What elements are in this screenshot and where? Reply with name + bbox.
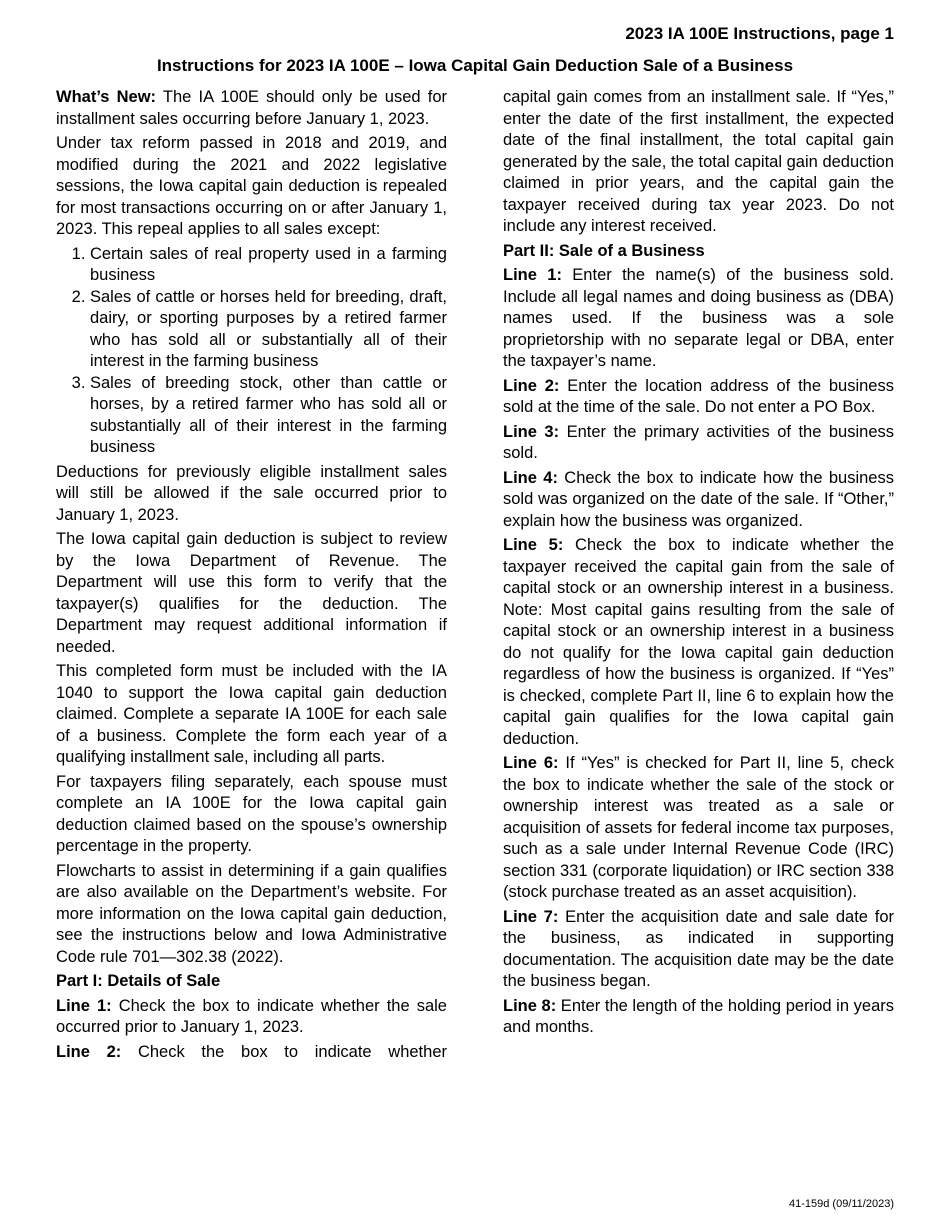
part2-line1 (503, 265, 894, 373)
part2-line8 (503, 996, 894, 1039)
tax-reform-paragraph: Under tax reform passed in 2018 and 2019, and modified during the 2021 and 2022 legislative sessions, the Iowa capital gain deduction is repealed for most transactions occurring on or after January 1, 2023. This repeal applies to all sales except: (56, 134, 447, 238)
part1-heading: Part I: Details of Sale (56, 972, 221, 990)
line-label: Line 2: (503, 376, 560, 395)
line-label: Line 3: (503, 422, 560, 441)
left-column (56, 87, 447, 1066)
review-paragraph: The Iowa capital gain deduction is subject to review by the Iowa Department of Revenue. The Department will use this form to verify that the taxpayer(s) qualifies for the deduction. The Department may request additional information if needed. (56, 530, 447, 656)
line-label: Line 4: (503, 468, 558, 487)
part2-line2 (503, 376, 894, 419)
list-item: 2. Sales of cattle or horses held for breeding, draft, dairy, or sporting purposes by a retired farmer who has sold all or substantially all of their interest in the farming business (90, 287, 447, 373)
line-text: Check the box to indicate whether the sale occurred prior to January 1, 2023. (56, 996, 447, 1036)
filing-separately-paragraph: For taxpayers filing separately, each spouse must complete an IA 100E for the Iowa capital gain deduction claimed based on the spouse’s ownership percentage in the property. (56, 772, 447, 855)
line-label: Line 6: (503, 754, 559, 772)
part1-line2 (56, 1042, 447, 1064)
part2-line3 (503, 422, 894, 465)
part2-heading: Part II: Sale of a Business (503, 241, 705, 260)
line-label: Line 1: (56, 996, 112, 1015)
line-text: Enter the length of the holding period in years and months. (503, 996, 894, 1036)
part2-line6 (503, 753, 894, 904)
line-label: Line 7: (503, 907, 559, 926)
line-text: If “Yes” is checked for Part II, line 5, check the box to indicate whether the sale of the stock or ownership interest was treated as a sale or acquisition of assets for federal income tax purposes, such as a sale under Internal Revenue Code (IRC) section 331 (corporate liquidation) or IRC section 338 (stock purchase treated as an asset acquisition). (503, 754, 894, 901)
part2-line7 (503, 907, 894, 993)
whats-new-paragraph (56, 87, 447, 130)
part2-line5 (503, 535, 894, 750)
completed-form-paragraph: This completed form must be included with the IA 1040 to support the Iowa capital gain deduction claimed. Complete a separate IA 100E for each sale of a business. Complete the form each year of a qualifying installment sale, including all parts. (56, 662, 447, 766)
deductions-paragraph: Deductions for previously eligible installment sales will still be allowed if the sale occurred prior to January 1, 2023. (56, 462, 447, 524)
document-title: Instructions for 2023 IA 100E – Iowa Capital Gain Deduction Sale of a Business (156, 56, 794, 75)
line-label: Line 5: (503, 536, 564, 554)
line-text: Enter the acquisition date and sale date for the business, as indicated in supporting documentation. The acquisition date may be the date the business began. (503, 907, 894, 990)
right-column (503, 87, 894, 1042)
whats-new-text: The IA 100E should only be used for installment sales occurring before January 1, 2023. (56, 88, 447, 128)
list-item: 1. Certain sales of real property used in a farming business (90, 244, 447, 287)
line-text: Enter the name(s) of the business sold. Include all legal names and doing business as (DBA) names used. If the business was a sole proprietorship with no separate legal or DBA, enter the taxpayer’s name. (503, 266, 894, 370)
line-text: Enter the primary activities of the business sold. (503, 422, 894, 462)
part1-line1 (56, 996, 447, 1039)
exceptions-list (56, 244, 447, 459)
form-code: 41-159d (09/11/2023) (789, 1198, 894, 1210)
line-text: Check the box to indicate whether the taxpayer received the capital gain from the sale of capital stock or an ownership interest in a business. Note: Most capital gains resulting from the sale of capital stock or an ownership interest in a business do not qualify for the Iowa capital gain deduction regardless of how the business is organized. If “Yes” is checked, complete Part II, line 6 to explain how the capital gain qualifies for the Iowa capital gain deduction. (503, 536, 894, 748)
continuation-paragraph: capital gain comes from an installment sale. If “Yes,” enter the date of the first installment, the expected date of the final installment, the total capital gain generated by the sale, the total capital gain deduction claimed in prior years, and the capital gain the taxpayer received during tax year 2023. Do not include any interest received. (503, 88, 894, 235)
line-label: Line 2: (56, 1042, 122, 1061)
line-label: Line 8: (503, 996, 557, 1015)
line-text: Check the box to indicate whether (121, 1042, 447, 1061)
whats-new-label: What’s New: (56, 88, 157, 106)
flowcharts-paragraph: Flowcharts to assist in determining if a gain qualifies are also available on the Department’s website. For more information on the Iowa capital gain deduction, see the instructions below and Iowa Administrative Code rule 701—302.38 (2022). (56, 861, 447, 966)
line-text: Check the box to indicate how the business sold was organized on the date of the sale. If “Other,” explain how the business was organized. (503, 468, 894, 530)
list-item: 3. Sales of breeding stock, other than cattle or horses, by a retired farmer who has sold all or substantially all of their interest in the farming business (90, 373, 447, 459)
part2-line4 (503, 468, 894, 533)
line-text: Enter the location address of the business sold at the time of the sale. Do not enter a PO Box. (503, 376, 894, 416)
page-header: 2023 IA 100E Instructions, page 1 (625, 24, 894, 43)
line-label: Line 1: (503, 266, 562, 284)
